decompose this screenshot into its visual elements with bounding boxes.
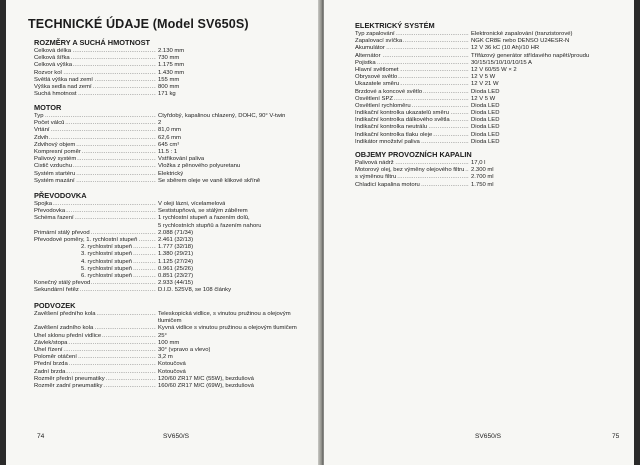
spec-label-cell: [34, 369, 156, 376]
spec-label-cell: [34, 287, 156, 294]
spec-row: [34, 48, 320, 55]
section-engine: [34, 103, 320, 185]
spec-row: [34, 266, 320, 273]
spec-row: [34, 55, 320, 62]
spec-label: Převodovka: [34, 208, 66, 215]
spec-value: Šestistupňová, se stálým záběrem: [158, 208, 248, 215]
spec-row: [355, 110, 625, 117]
spec-label: Světlá výška nad zemí: [34, 76, 93, 83]
spec-label: Primární stálý převod: [34, 229, 90, 236]
spec-value: 2: [158, 120, 162, 127]
spec-label-cell: [34, 237, 156, 244]
spec-row: [355, 117, 625, 124]
spec-label-cell: [34, 311, 156, 318]
spec-label-cell: [355, 38, 469, 45]
spec-value: 2.088 (71/34): [158, 229, 194, 236]
spec-value: tlumičem: [158, 318, 182, 325]
spec-label-cell: [34, 325, 156, 332]
spec-label-cell: [34, 77, 156, 84]
spec-label-cell: [34, 84, 156, 91]
spec-value: 2.700 ml: [471, 174, 494, 181]
spec-value: 2.300 ml: [471, 167, 494, 174]
spec-label: Typ: [34, 113, 44, 119]
spec-label: Celková délka: [34, 48, 72, 54]
spec-row: [34, 163, 320, 170]
spec-value: 800 mm: [158, 83, 180, 90]
spec-label-cell: [355, 124, 469, 131]
spec-label-cell: [355, 60, 469, 67]
spec-value: V oleji lázni, vícelamelová: [158, 201, 226, 207]
spec-value: 2.130 mm: [158, 48, 185, 54]
section-heading: MOTOR: [34, 103, 62, 112]
page-title: TECHNICKÉ ÚDAJE (Model SV650S): [28, 17, 249, 31]
spec-row: [355, 53, 625, 60]
spec-value: 0.851 (23/27): [158, 272, 194, 279]
section-heading: OBJEMY PROVOZNÍCH KAPALIN: [355, 150, 472, 159]
spec-label-cell: [34, 91, 156, 98]
spec-label: 6. rychlostní stupeň: [34, 273, 133, 279]
spec-value: 25°: [158, 332, 167, 339]
spec-value: Kotoučová: [158, 368, 186, 375]
spec-value: 1.430 mm: [158, 69, 185, 76]
spec-value: Čtyřdobý, kapalinou chlazený, DOHC, 90° V-twin: [158, 113, 286, 119]
spec-row: [34, 251, 320, 258]
spec-label: 2. rychlostní stupeň: [34, 244, 133, 250]
spec-label-cell: [34, 376, 156, 383]
spec-label-cell: [34, 318, 156, 325]
spec-row: [355, 96, 625, 103]
spec-label: Indikační kontrolka ukazatelů směru: [355, 110, 449, 117]
spec-row: [34, 142, 320, 149]
spec-value: 1.750 ml: [471, 181, 494, 188]
spec-label: Výška sedla nad zemí: [34, 83, 92, 90]
spec-label-cell: [34, 266, 156, 273]
spec-label: Osvětlení rychloměru: [355, 102, 411, 109]
spec-row: [355, 74, 625, 81]
spec-label-cell: [34, 340, 156, 347]
spec-label-cell: [355, 96, 469, 103]
spec-value: 100 mm: [158, 339, 180, 346]
spec-label: Počet válců: [34, 120, 65, 127]
spec-label: Poloměr otáčení: [34, 354, 77, 361]
spec-label: Akumulátor: [355, 45, 385, 52]
spec-row: [34, 113, 320, 120]
spec-label: Typ zapalování: [355, 31, 395, 37]
spec-row: [34, 273, 320, 280]
spec-row: [34, 244, 320, 251]
spec-value: 0.961 (25/26): [158, 265, 194, 272]
spec-value: Dioda LED: [471, 88, 500, 95]
spec-value: Třífázový generátor střídavého napětí/proudu: [471, 52, 590, 59]
spec-label-cell: [355, 67, 469, 74]
spec-label-cell: [355, 103, 469, 110]
spec-label: 5. rychlostní stupeň: [34, 266, 133, 272]
spec-value: 12 V 21 W: [471, 81, 499, 88]
spec-row: [34, 354, 320, 361]
spec-row: [34, 201, 320, 208]
model-label-right: SV650/S: [475, 433, 502, 440]
spec-label-cell: [34, 208, 156, 215]
spec-value: 12 V 5 W: [471, 95, 496, 102]
spec-value: 120/60 ZR17 M/C (55W), bezdušová: [158, 375, 254, 382]
section-chassis: [34, 301, 320, 390]
spec-row: [355, 182, 625, 189]
spec-label: Osvětlení SPZ: [355, 95, 393, 102]
spec-label: Indikační kontrolka tlaku oleje: [355, 131, 433, 138]
spec-label-cell: [355, 53, 469, 60]
spec-row: [34, 156, 320, 163]
spec-row: [34, 347, 320, 354]
spec-value: 171 kg: [158, 91, 176, 98]
spec-label-cell: [34, 120, 156, 127]
spec-label-cell: [355, 117, 469, 124]
spec-row: [34, 361, 320, 368]
spec-label: Motorový olej, bez výměny olejového filtru: [355, 167, 465, 174]
spec-label: Rozměr zadní pneumatiky: [34, 382, 103, 389]
scan-edge-right: [634, 0, 640, 465]
spec-label-cell: [34, 273, 156, 280]
spec-row: [34, 171, 320, 178]
spec-row: [355, 124, 625, 131]
spec-label-cell: [34, 244, 156, 251]
spec-value: Dioda LED: [471, 131, 500, 138]
spec-label: Ukazatele směru: [355, 81, 400, 88]
spec-row: [34, 237, 320, 244]
spec-row: [355, 31, 625, 38]
spec-label-cell: [34, 163, 156, 170]
spec-label-cell: [34, 55, 156, 62]
spec-row: [34, 230, 320, 237]
spec-row: [34, 62, 320, 69]
spec-label: Převodové poměry, 1. rychlostní stupeň: [34, 236, 138, 243]
spec-label: 3. rychlostní stupeň: [34, 251, 133, 257]
spec-table: [34, 311, 320, 390]
spec-label: Vrtání: [34, 127, 50, 134]
spec-label-cell: [34, 171, 156, 178]
spec-value: Dioda LED: [471, 102, 500, 109]
spec-value: 160/60 ZR17 M/C (69W), bezdušová: [158, 382, 254, 389]
spec-value: Dioda LED: [471, 117, 500, 124]
spec-value: 155 mm: [158, 76, 180, 83]
spec-value: 62,6 mm: [158, 134, 181, 141]
spec-row: [34, 383, 320, 390]
spec-value: Dioda LED: [471, 110, 500, 117]
spec-label: 4. rychlostní stupeň: [34, 259, 133, 265]
section-transmission: [34, 191, 320, 294]
spec-table: [34, 113, 320, 185]
spec-label-cell: [34, 142, 156, 149]
spec-label: Obrysové světlo: [355, 74, 398, 81]
spec-label: Sekundární řetěz: [34, 287, 79, 294]
spec-label: [34, 223, 35, 229]
spec-value: Teleskopická vidlice, s vinutou pružinou a olejovým: [158, 311, 291, 317]
spec-label-cell: [34, 354, 156, 361]
spec-label: Suchá hmotnost: [34, 91, 77, 98]
spec-value: 1.125 (27/24): [158, 258, 194, 265]
spec-row: [34, 208, 320, 215]
spec-label-cell: [34, 280, 156, 287]
spec-label: Zavěšení zadního kola: [34, 325, 94, 332]
spec-row: [34, 369, 320, 376]
spec-label: Rozměr přední pneumatiky: [34, 375, 105, 382]
spec-value: 11.5 : 1: [158, 148, 178, 155]
spec-label: Zadní brzda: [34, 368, 66, 375]
section-electrical: [355, 21, 625, 146]
spec-label: [34, 318, 35, 324]
spec-label: Indikační kontrolka dálkového světla: [355, 117, 450, 124]
spec-label-cell: [34, 223, 156, 230]
page-number-left: 74: [37, 433, 45, 440]
spec-value: Elektrický: [158, 170, 184, 177]
spec-label: Brzdové a koncové světlo: [355, 88, 423, 95]
spec-row: [355, 45, 625, 52]
spec-label-cell: [355, 167, 469, 174]
spec-label-cell: [34, 361, 156, 368]
spec-label: Kompresní poměr: [34, 148, 81, 155]
spec-row: [34, 215, 320, 222]
spec-value: 1.175 mm: [158, 62, 185, 69]
spec-row: [34, 223, 320, 230]
spec-value: 645 cm³: [158, 141, 180, 148]
spec-row: [34, 91, 320, 98]
spec-value: 30/15/15/10/10/10/15 A: [471, 59, 532, 66]
spec-label-cell: [34, 62, 156, 69]
spec-value: 730 mm: [158, 55, 180, 62]
spec-label-cell: [34, 383, 156, 390]
section-heading: PŘEVODOVKA: [34, 191, 87, 200]
spec-label-cell: [34, 149, 156, 156]
spec-row: [34, 318, 320, 325]
spec-value: 5 rychlostních stupňů a řazením nahoru: [158, 222, 262, 229]
spec-row: [34, 84, 320, 91]
spec-value: 3,2 m: [158, 354, 173, 361]
spec-row: [34, 178, 320, 185]
spec-row: [355, 132, 625, 139]
section-heading: ELEKTRICKÝ SYSTÉM: [355, 21, 435, 30]
spec-row: [355, 139, 625, 146]
spec-label: Úhel řízení: [34, 346, 63, 353]
spec-label-cell: [355, 182, 469, 189]
spec-row: [34, 149, 320, 156]
spec-row: [34, 70, 320, 77]
spec-label-cell: [34, 135, 156, 142]
spec-label: Úhel sklonu přední vidlice: [34, 332, 102, 339]
spec-value: 2.461 (32/13): [158, 236, 194, 243]
spec-value: Se sběrem oleje ve vaně klikové skříně: [158, 177, 261, 184]
spec-row: [34, 135, 320, 142]
spec-value: 81,0 mm: [158, 127, 181, 134]
spec-label-cell: [34, 347, 156, 354]
section-fluid-capacities: [355, 150, 625, 189]
spec-label: Indikační kontrolka neutrálu: [355, 124, 428, 131]
spec-label: Indikátor množství paliva: [355, 138, 420, 145]
spec-row: [34, 376, 320, 383]
spec-label: Systém mazání: [34, 177, 75, 184]
spec-label: Palivový systém: [34, 156, 77, 163]
spec-label: Zdvih: [34, 134, 49, 141]
spec-row: [34, 77, 320, 84]
spec-value: 30° (vpravo a vlevo): [158, 346, 211, 353]
spec-value: 12 V 5 W: [471, 74, 496, 81]
spec-value: Dioda LED: [471, 138, 500, 145]
spec-row: [34, 311, 320, 318]
spec-label-cell: [34, 113, 156, 120]
spec-label: Spojka: [34, 201, 53, 207]
section-dimensions: [34, 38, 320, 98]
spec-label: Alternátor: [355, 52, 381, 59]
spec-table: [355, 31, 625, 146]
spec-value: Dioda LED: [471, 124, 500, 131]
spec-value: Vstřikování paliva: [158, 156, 205, 163]
spec-label: Chladicí kapalina motoru: [355, 181, 420, 188]
spec-row: [355, 67, 625, 74]
spec-row: [355, 174, 625, 181]
spec-label-cell: [34, 230, 156, 237]
spec-row: [355, 167, 625, 174]
spec-value: 1.777 (32/18): [158, 244, 194, 251]
spec-row: [355, 60, 625, 67]
spec-label: s výměnou filtru: [355, 174, 397, 181]
spec-value: D.I.D. 525V8, se 108 články: [158, 287, 232, 294]
spec-label-cell: [34, 201, 156, 208]
spec-label: Přední brzda: [34, 361, 68, 368]
spec-label: Zapalovací svíčka: [355, 38, 403, 45]
spec-value: 2.933 (44/15): [158, 280, 194, 287]
spec-label: Konečný stálý převod: [34, 280, 91, 287]
spec-label-cell: [34, 156, 156, 163]
spec-label-cell: [355, 81, 469, 88]
spec-row: [34, 325, 320, 332]
spec-label-cell: [355, 45, 469, 52]
spec-label: Závlek/stopa: [34, 339, 68, 346]
spec-label-cell: [355, 174, 469, 181]
spec-row: [355, 103, 625, 110]
spec-value: Kyvná vidlice s vinutou pružinou a olejovým tlumičem: [158, 325, 297, 332]
spec-row: [355, 81, 625, 88]
spec-label: Schéma řazení: [34, 215, 74, 222]
spec-value: Vložka z pěnového polyuretanu: [158, 163, 241, 170]
spec-row: [34, 127, 320, 134]
spec-table: [355, 160, 625, 189]
spec-label: Palivová nádrž: [355, 160, 394, 166]
spec-label-cell: [355, 110, 469, 117]
spec-label-cell: [34, 333, 156, 340]
spec-value: 12 V 36 kC (10 Ah)/10 HR: [471, 45, 540, 52]
spec-row: [34, 287, 320, 294]
spec-label-cell: [34, 215, 156, 222]
spec-label-cell: [355, 89, 469, 96]
section-heading: ROZMĚRY A SUCHÁ HMOTNOST: [34, 38, 151, 47]
spec-label-cell: [34, 259, 156, 266]
spec-table: [34, 48, 320, 98]
spec-label-cell: [34, 48, 156, 55]
spec-value: 17,0 l: [471, 160, 486, 166]
section-heading: PODVOZEK: [34, 301, 76, 310]
spec-row: [355, 89, 625, 96]
spec-row: [34, 280, 320, 287]
spec-label: Systém startéru: [34, 170, 76, 177]
spec-row: [355, 38, 625, 45]
spec-label: Celková šířka: [34, 55, 70, 62]
spec-label-cell: [355, 31, 469, 38]
spec-label: Zdvihový objem: [34, 141, 76, 148]
spec-label: Zavěšení předního kola: [34, 311, 96, 317]
spec-row: [34, 120, 320, 127]
spec-row: [34, 259, 320, 266]
spec-label: Hlavní světlomet: [355, 66, 399, 73]
spec-row: [34, 340, 320, 347]
spec-table: [34, 201, 320, 294]
spec-row: [34, 333, 320, 340]
page-number-right: 75: [612, 433, 620, 440]
spec-value: NGK CR8E nebo DENSO U24ESR-N: [471, 38, 570, 45]
spec-label: Celková výška: [34, 62, 72, 69]
spec-label-cell: [34, 127, 156, 134]
spec-row: [355, 160, 625, 167]
spec-label-cell: [355, 132, 469, 139]
spec-value: 1.380 (29/21): [158, 251, 194, 258]
spec-value: 1 rychlostní stupeň a řazením dolů,: [158, 215, 250, 222]
spec-label: Čistič vzduchu: [34, 163, 72, 170]
spec-label-cell: [34, 70, 156, 77]
spec-label: Rozvor kol: [34, 69, 62, 76]
spec-label-cell: [355, 160, 469, 167]
spec-label-cell: [355, 139, 469, 146]
spec-value: Kotoučová: [158, 361, 186, 368]
spec-value: Elektronické zapalování (tranzistorové): [471, 31, 573, 37]
spec-label-cell: [34, 251, 156, 258]
spec-label-cell: [34, 178, 156, 185]
spec-label: Pojistka: [355, 59, 376, 66]
model-label-left: SV650/S: [163, 433, 190, 440]
spec-value: 12 V 60/55 W × 2: [471, 66, 517, 73]
spec-label-cell: [355, 74, 469, 81]
